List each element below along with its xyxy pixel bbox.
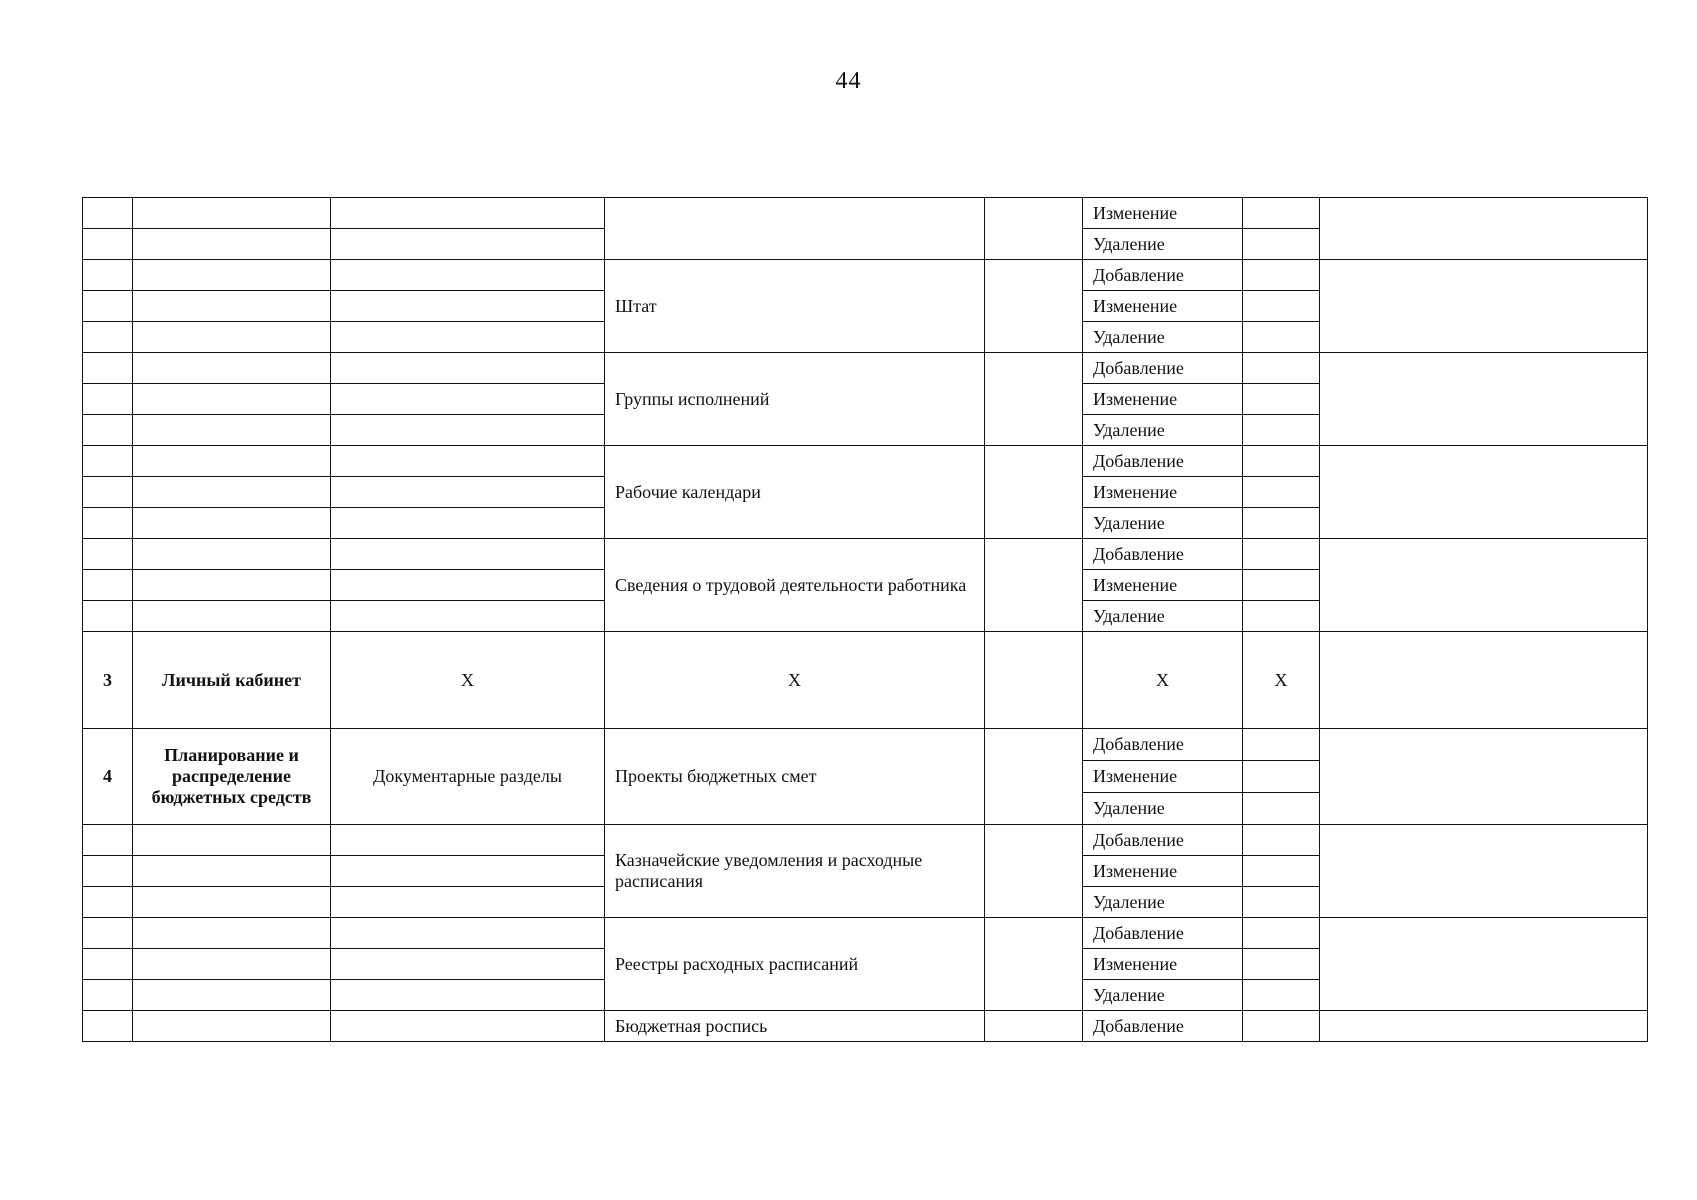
cell-operation: Добавление: [1083, 446, 1243, 477]
cell-number: [83, 825, 133, 856]
cell-number: [83, 949, 133, 980]
cell-group: [331, 949, 605, 980]
cell-subsystem: [133, 353, 331, 384]
cell-number: [83, 601, 133, 632]
cell-group: [331, 918, 605, 949]
cell-note: [1320, 539, 1648, 632]
cell-section-mark: Х: [605, 632, 985, 729]
cell-number: 3: [83, 632, 133, 729]
cell-section-budget-list: Бюджетная роспись: [605, 1011, 985, 1042]
cell-empty: [985, 825, 1083, 918]
cell-operation: Удаление: [1083, 508, 1243, 539]
cell-operation: Удаление: [1083, 601, 1243, 632]
cell-flag: [1243, 446, 1320, 477]
cell-empty: [985, 918, 1083, 1011]
cell-number: [83, 539, 133, 570]
cell-note: [1320, 825, 1648, 918]
cell-note: [1320, 260, 1648, 353]
cell-empty: [985, 353, 1083, 446]
cell-empty: [985, 198, 1083, 260]
cell-flag-mark: Х: [1243, 632, 1320, 729]
table-row: [83, 260, 1648, 291]
cell-operation: Удаление: [1083, 887, 1243, 918]
cell-operation: Изменение: [1083, 198, 1243, 229]
cell-group: Документарные разделы: [331, 729, 605, 825]
cell-subsystem: [133, 198, 331, 229]
cell-group: [331, 198, 605, 229]
cell-subsystem: [133, 446, 331, 477]
cell-group: [331, 856, 605, 887]
table-row-personal-cabinet: [83, 632, 1648, 729]
cell-group-mark: Х: [331, 632, 605, 729]
cell-section-groups: Группы исполнений: [605, 353, 985, 446]
table-row: [83, 1011, 1648, 1042]
table-row: [83, 446, 1648, 477]
cell-flag: [1243, 384, 1320, 415]
cell-number: [83, 291, 133, 322]
cell-flag: [1243, 887, 1320, 918]
cell-flag: [1243, 918, 1320, 949]
cell-operation: Удаление: [1083, 415, 1243, 446]
cell-operation: Изменение: [1083, 761, 1243, 793]
cell-empty: [985, 260, 1083, 353]
cell-operation: Изменение: [1083, 949, 1243, 980]
cell-subsystem: [133, 825, 331, 856]
cell-number: [83, 353, 133, 384]
cell-subsystem: [133, 918, 331, 949]
cell-flag: [1243, 198, 1320, 229]
cell-subsystem: Личный кабинет: [133, 632, 331, 729]
cell-operation: Добавление: [1083, 729, 1243, 761]
table-row: [83, 198, 1648, 229]
cell-group: [331, 825, 605, 856]
cell-subsystem: [133, 415, 331, 446]
table-row: [83, 825, 1648, 856]
cell-empty: [985, 729, 1083, 825]
cell-flag: [1243, 415, 1320, 446]
cell-subsystem: [133, 887, 331, 918]
cell-number: [83, 856, 133, 887]
cell-group: [331, 229, 605, 260]
cell-group: [331, 570, 605, 601]
cell-subsystem: [133, 322, 331, 353]
cell-subsystem: [133, 291, 331, 322]
cell-operation: Добавление: [1083, 1011, 1243, 1042]
cell-group: [331, 601, 605, 632]
cell-subsystem: [133, 477, 331, 508]
cell-subsystem: [133, 1011, 331, 1042]
cell-group: [331, 291, 605, 322]
cell-empty: [985, 446, 1083, 539]
page-number: 44: [835, 68, 862, 94]
cell-operation: Изменение: [1083, 291, 1243, 322]
cell-note: [1320, 632, 1648, 729]
cell-subsystem: [133, 856, 331, 887]
cell-flag: [1243, 260, 1320, 291]
cell-section: [605, 198, 985, 260]
cell-group: [331, 477, 605, 508]
cell-note: [1320, 729, 1648, 825]
cell-flag: [1243, 539, 1320, 570]
cell-section-shtat: Штат: [605, 260, 985, 353]
cell-flag: [1243, 980, 1320, 1011]
cell-number: [83, 918, 133, 949]
cell-subsystem: [133, 229, 331, 260]
cell-empty: [985, 539, 1083, 632]
cell-operation: Добавление: [1083, 918, 1243, 949]
cell-group: [331, 539, 605, 570]
cell-operation: Добавление: [1083, 260, 1243, 291]
cell-group: [331, 415, 605, 446]
cell-number: [83, 260, 133, 291]
cell-flag: [1243, 477, 1320, 508]
cell-group: [331, 446, 605, 477]
cell-subsystem: [133, 384, 331, 415]
cell-flag: [1243, 856, 1320, 887]
cell-note: [1320, 353, 1648, 446]
cell-subsystem: [133, 601, 331, 632]
cell-operation: Изменение: [1083, 856, 1243, 887]
cell-flag: [1243, 508, 1320, 539]
cell-subsystem: [133, 260, 331, 291]
cell-operation: Удаление: [1083, 322, 1243, 353]
cell-group: [331, 508, 605, 539]
cell-section-labor: Сведения о трудовой деятельности работника: [605, 539, 985, 632]
cell-operation: Изменение: [1083, 570, 1243, 601]
cell-number: [83, 384, 133, 415]
cell-subsystem: [133, 539, 331, 570]
cell-number: [83, 508, 133, 539]
cell-number: [83, 446, 133, 477]
cell-note: [1320, 1011, 1648, 1042]
cell-flag: [1243, 353, 1320, 384]
cell-flag: [1243, 1011, 1320, 1042]
cell-number: [83, 415, 133, 446]
cell-flag: [1243, 291, 1320, 322]
cell-note: [1320, 198, 1648, 260]
table-row: [83, 918, 1648, 949]
cell-number: [83, 229, 133, 260]
cell-group: [331, 887, 605, 918]
cell-subsystem: [133, 508, 331, 539]
cell-subsystem: Планирование и распределение бюджетных средств: [133, 729, 331, 825]
cell-flag: [1243, 793, 1320, 825]
cell-number: [83, 570, 133, 601]
cell-group: [331, 1011, 605, 1042]
cell-subsystem: [133, 980, 331, 1011]
cell-operation: Удаление: [1083, 980, 1243, 1011]
cell-group: [331, 260, 605, 291]
cell-flag: [1243, 949, 1320, 980]
cell-group: [331, 980, 605, 1011]
cell-flag: [1243, 825, 1320, 856]
cell-section-registers: Реестры расходных расписаний: [605, 918, 985, 1011]
cell-flag: [1243, 601, 1320, 632]
cell-operation-mark: Х: [1083, 632, 1243, 729]
cell-number: [83, 887, 133, 918]
cell-section-calendars: Рабочие календари: [605, 446, 985, 539]
cell-number: [83, 980, 133, 1011]
table-row: [83, 353, 1648, 384]
cell-number: [83, 1011, 133, 1042]
cell-operation: Добавление: [1083, 539, 1243, 570]
cell-group: [331, 384, 605, 415]
cell-flag: [1243, 761, 1320, 793]
cell-note: [1320, 446, 1648, 539]
cell-operation: Удаление: [1083, 793, 1243, 825]
cell-section-budget-drafts: Проекты бюджетных смет: [605, 729, 985, 825]
cell-flag: [1243, 570, 1320, 601]
cell-operation: Изменение: [1083, 384, 1243, 415]
cell-group: [331, 353, 605, 384]
cell-group: [331, 322, 605, 353]
cell-number: [83, 322, 133, 353]
cell-operation: Добавление: [1083, 825, 1243, 856]
cell-number: [83, 198, 133, 229]
cell-number: [83, 477, 133, 508]
cell-note: [1320, 918, 1648, 1011]
table-row-budget-planning: [83, 729, 1648, 761]
table-row: [83, 539, 1648, 570]
cell-number: 4: [83, 729, 133, 825]
cell-flag: [1243, 229, 1320, 260]
cell-empty: [985, 1011, 1083, 1042]
cell-operation: Добавление: [1083, 353, 1243, 384]
cell-subsystem: [133, 949, 331, 980]
cell-flag: [1243, 322, 1320, 353]
cell-flag: [1243, 729, 1320, 761]
cell-empty: [985, 632, 1083, 729]
cell-operation: Удаление: [1083, 229, 1243, 260]
access-rights-table: [82, 197, 1648, 1042]
cell-operation: Изменение: [1083, 477, 1243, 508]
cell-section-treasury: Казначейские уведомления и расходные расписания: [605, 825, 985, 918]
cell-subsystem: [133, 570, 331, 601]
